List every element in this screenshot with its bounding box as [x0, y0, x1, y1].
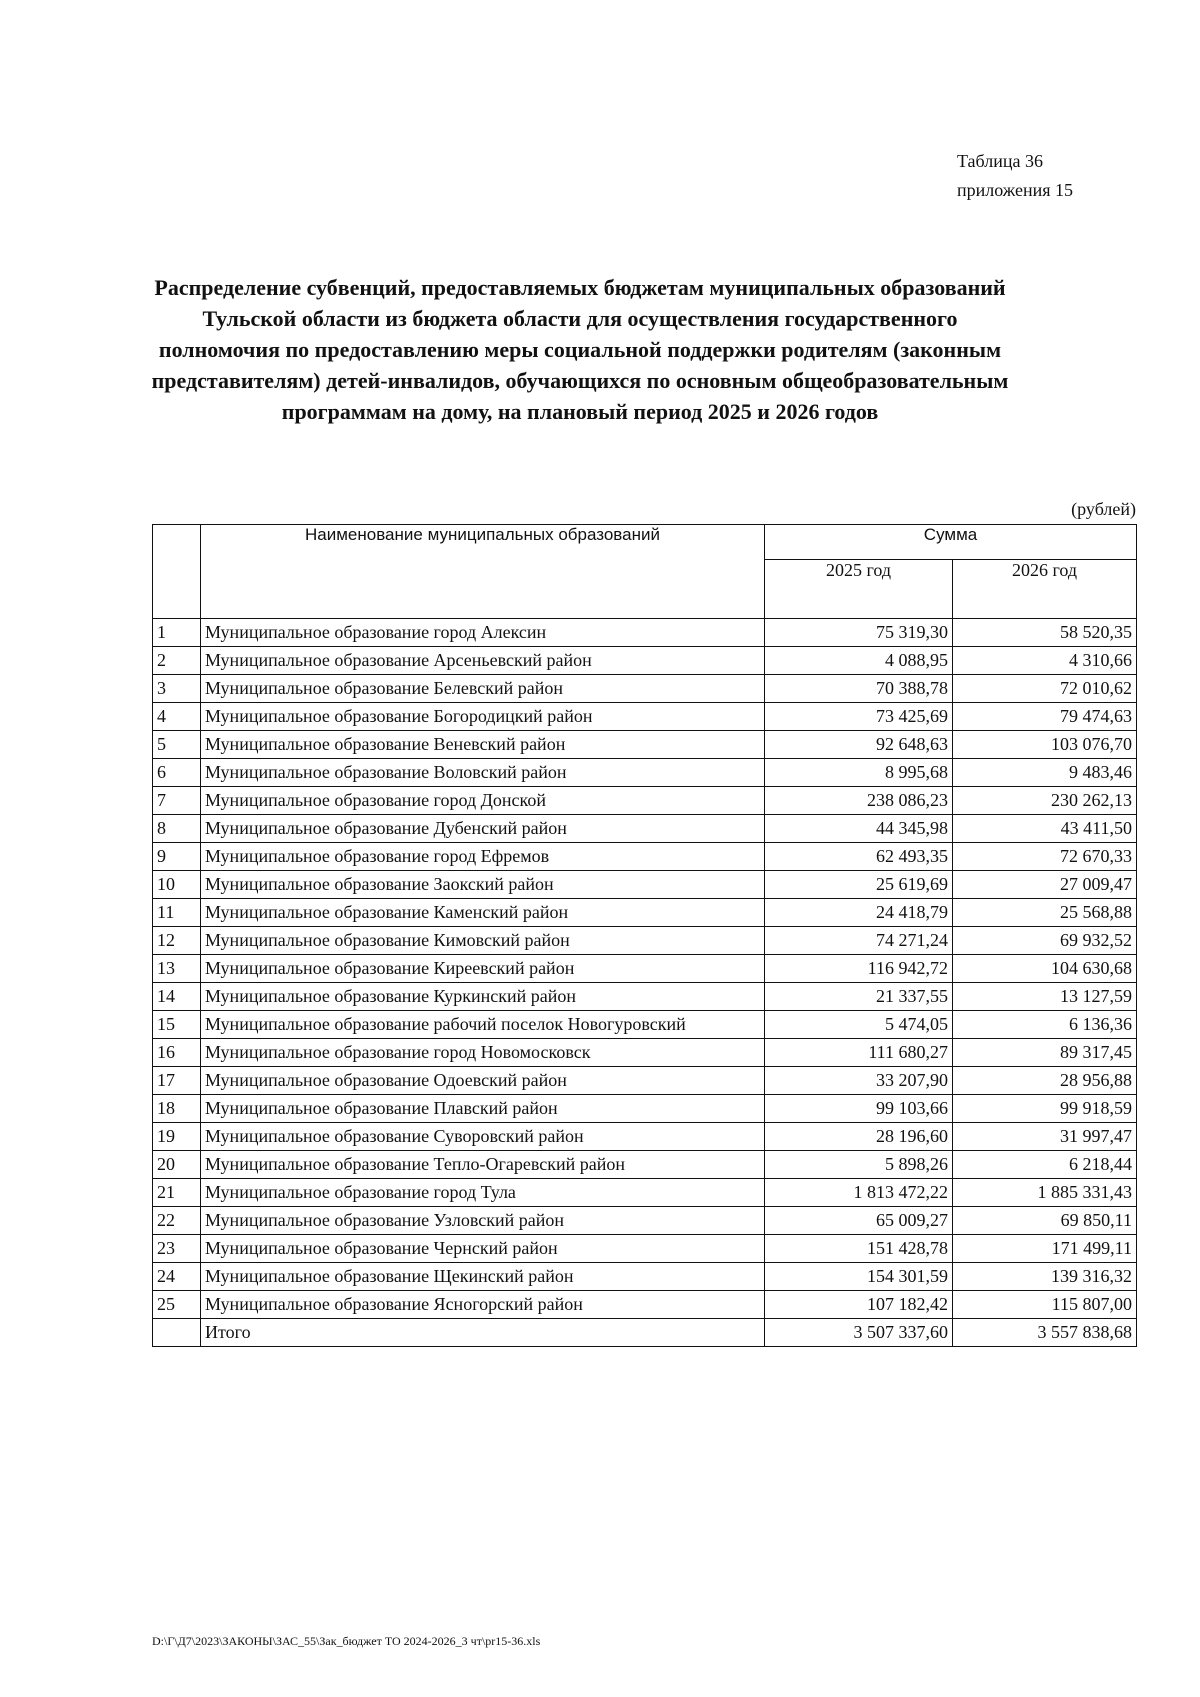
- amount-2025: 28 196,60: [765, 1123, 953, 1151]
- header-sum: Сумма: [765, 525, 1137, 560]
- row-number: 18: [153, 1095, 201, 1123]
- amount-2025: 116 942,72: [765, 955, 953, 983]
- row-number: 15: [153, 1011, 201, 1039]
- municipality-name: Муниципальное образование Ясногорский район: [201, 1291, 765, 1319]
- row-number: 11: [153, 899, 201, 927]
- municipality-name: Муниципальное образование рабочий поселок Новогуровский: [201, 1011, 765, 1039]
- header-name: Наименование муниципальных образований: [201, 525, 765, 619]
- municipality-name: Муниципальное образование Суворовский район: [201, 1123, 765, 1151]
- municipality-name: Муниципальное образование Щекинский район: [201, 1263, 765, 1291]
- amount-2026: 230 262,13: [953, 787, 1137, 815]
- row-number: 21: [153, 1179, 201, 1207]
- row-number: 24: [153, 1263, 201, 1291]
- municipality-name: Муниципальное образование Кимовский район: [201, 927, 765, 955]
- table-row: [153, 703, 1137, 731]
- amount-2025: 44 345,98: [765, 815, 953, 843]
- amount-2026: 72 670,33: [953, 843, 1137, 871]
- row-number: 23: [153, 1235, 201, 1263]
- row-number: 9: [153, 843, 201, 871]
- table-row: [153, 955, 1137, 983]
- municipality-name: Муниципальное образование Одоевский район: [201, 1067, 765, 1095]
- amount-2026: 25 568,88: [953, 899, 1137, 927]
- amount-2025: 5 898,26: [765, 1151, 953, 1179]
- row-number: 17: [153, 1067, 201, 1095]
- municipality-name: Муниципальное образование город Донской: [201, 787, 765, 815]
- row-number: 4: [153, 703, 201, 731]
- amount-2025: 24 418,79: [765, 899, 953, 927]
- table-row: [153, 899, 1137, 927]
- amount-2025: 92 648,63: [765, 731, 953, 759]
- municipality-name: Муниципальное образование Дубенский район: [201, 815, 765, 843]
- row-number: 1: [153, 619, 201, 647]
- amount-2026: 79 474,63: [953, 703, 1137, 731]
- row-number: 3: [153, 675, 201, 703]
- amount-2025: 62 493,35: [765, 843, 953, 871]
- municipality-name: Муниципальное образование Богородицкий район: [201, 703, 765, 731]
- row-number: 20: [153, 1151, 201, 1179]
- subvention-table: [152, 524, 1137, 1347]
- amount-2026: 27 009,47: [953, 871, 1137, 899]
- table-header-row: [153, 525, 1137, 560]
- table-row: [153, 731, 1137, 759]
- table-body: [153, 619, 1137, 1347]
- municipality-name: Муниципальное образование Куркинский район: [201, 983, 765, 1011]
- amount-2025: 33 207,90: [765, 1067, 953, 1095]
- amount-2026: 115 807,00: [953, 1291, 1137, 1319]
- amount-2026: 28 956,88: [953, 1067, 1137, 1095]
- table-row: [153, 619, 1137, 647]
- municipality-name: Муниципальное образование Узловский район: [201, 1207, 765, 1235]
- table-row: [153, 1011, 1137, 1039]
- table-row: [153, 787, 1137, 815]
- row-number: 14: [153, 983, 201, 1011]
- table-total-row: [153, 1319, 1137, 1347]
- amount-2026: 104 630,68: [953, 955, 1137, 983]
- amount-2026: 69 850,11: [953, 1207, 1137, 1235]
- table-number: Таблица 36: [957, 151, 1043, 171]
- municipality-name: Муниципальное образование Каменский район: [201, 899, 765, 927]
- amount-2025: 74 271,24: [765, 927, 953, 955]
- table-row: [153, 843, 1137, 871]
- row-number: 22: [153, 1207, 201, 1235]
- table-row: [153, 1179, 1137, 1207]
- municipality-name: Муниципальное образование Киреевский район: [201, 955, 765, 983]
- municipality-name: Муниципальное образование Тепло-Огаревский район: [201, 1151, 765, 1179]
- table-row: [153, 1095, 1137, 1123]
- table-row: [153, 1039, 1137, 1067]
- municipality-name: Итого: [201, 1319, 765, 1347]
- row-number: 7: [153, 787, 201, 815]
- amount-2025: 107 182,42: [765, 1291, 953, 1319]
- units-label: (рублей): [1071, 499, 1136, 519]
- row-number: 10: [153, 871, 201, 899]
- amount-2025: 238 086,23: [765, 787, 953, 815]
- amount-2025: 154 301,59: [765, 1263, 953, 1291]
- amount-2026: 139 316,32: [953, 1263, 1137, 1291]
- table-row: [153, 1151, 1137, 1179]
- table-row: [153, 871, 1137, 899]
- amount-2026: 58 520,35: [953, 619, 1137, 647]
- amount-2025: 75 319,30: [765, 619, 953, 647]
- header-year-2025: 2025 год: [765, 560, 953, 619]
- municipality-name: Муниципальное образование город Ефремов: [201, 843, 765, 871]
- amount-2025: 4 088,95: [765, 647, 953, 675]
- row-number: 16: [153, 1039, 201, 1067]
- table-row: [153, 647, 1137, 675]
- amount-2026: 13 127,59: [953, 983, 1137, 1011]
- table-row: [153, 759, 1137, 787]
- table-row: [153, 1291, 1137, 1319]
- row-number: 2: [153, 647, 201, 675]
- amount-2026: 99 918,59: [953, 1095, 1137, 1123]
- amount-2026: 4 310,66: [953, 647, 1137, 675]
- amount-2025: 3 507 337,60: [765, 1319, 953, 1347]
- row-number: [153, 1319, 201, 1347]
- table-reference: [957, 147, 1073, 205]
- amount-2026: 1 885 331,43: [953, 1179, 1137, 1207]
- row-number: 6: [153, 759, 201, 787]
- municipality-name: Муниципальное образование Веневский район: [201, 731, 765, 759]
- row-number: 5: [153, 731, 201, 759]
- municipality-name: Муниципальное образование город Новомосковск: [201, 1039, 765, 1067]
- row-number: 25: [153, 1291, 201, 1319]
- amount-2025: 1 813 472,22: [765, 1179, 953, 1207]
- amount-2026: 89 317,45: [953, 1039, 1137, 1067]
- municipality-name: Муниципальное образование город Алексин: [201, 619, 765, 647]
- amount-2026: 31 997,47: [953, 1123, 1137, 1151]
- file-path-footer: D:\Г\Д7\2023\ЗАКОНЫ\ЗАС_55\Зак_бюджет ТО 2024-2026_3 чт\pr15-36.xls: [152, 1634, 541, 1648]
- amount-2026: 72 010,62: [953, 675, 1137, 703]
- table-row: [153, 1067, 1137, 1095]
- amount-2026: 43 411,50: [953, 815, 1137, 843]
- amount-2026: 69 932,52: [953, 927, 1137, 955]
- table-row: [153, 815, 1137, 843]
- amount-2025: 25 619,69: [765, 871, 953, 899]
- municipality-name: Муниципальное образование Заокский район: [201, 871, 765, 899]
- amount-2025: 70 388,78: [765, 675, 953, 703]
- municipality-name: Муниципальное образование Белевский район: [201, 675, 765, 703]
- amount-2025: 73 425,69: [765, 703, 953, 731]
- amount-2025: 65 009,27: [765, 1207, 953, 1235]
- row-number: 8: [153, 815, 201, 843]
- appendix-number: приложения 15: [957, 180, 1074, 200]
- municipality-name: Муниципальное образование город Тула: [201, 1179, 765, 1207]
- amount-2025: 151 428,78: [765, 1235, 953, 1263]
- amount-2025: 21 337,55: [765, 983, 953, 1011]
- row-number: 12: [153, 927, 201, 955]
- municipality-name: Муниципальное образование Воловский район: [201, 759, 765, 787]
- amount-2026: 103 076,70: [953, 731, 1137, 759]
- document-title: Распределение субвенций, предоставляемых бюджетам муниципальных образований Тульской области из бюджета области для осуществления государственного полномочия по предоставлению меры социальной поддержки родителям (законным представителям) детей-инвалидов, обучающихся по основным общеобразовательным программам на дому, на плановый период 2025 и 2026 годов: [151, 275, 1009, 424]
- amount-2026: 3 557 838,68: [953, 1319, 1137, 1347]
- amount-2026: 6 136,36: [953, 1011, 1137, 1039]
- amount-2025: 8 995,68: [765, 759, 953, 787]
- table-row: [153, 927, 1137, 955]
- amount-2025: 5 474,05: [765, 1011, 953, 1039]
- municipality-name: Муниципальное образование Арсеньевский район: [201, 647, 765, 675]
- header-number-cell: [153, 525, 201, 619]
- table-row: [153, 1263, 1137, 1291]
- table-row: [153, 983, 1137, 1011]
- municipality-name: Муниципальное образование Чернский район: [201, 1235, 765, 1263]
- header-year-2026: 2026 год: [953, 560, 1137, 619]
- municipality-name: Муниципальное образование Плавский район: [201, 1095, 765, 1123]
- table-row: [153, 675, 1137, 703]
- table-row: [153, 1207, 1137, 1235]
- amount-2026: 9 483,46: [953, 759, 1137, 787]
- amount-2025: 111 680,27: [765, 1039, 953, 1067]
- amount-2026: 171 499,11: [953, 1235, 1137, 1263]
- table-row: [153, 1123, 1137, 1151]
- row-number: 19: [153, 1123, 201, 1151]
- amount-2026: 6 218,44: [953, 1151, 1137, 1179]
- table-row: [153, 1235, 1137, 1263]
- row-number: 13: [153, 955, 201, 983]
- amount-2025: 99 103,66: [765, 1095, 953, 1123]
